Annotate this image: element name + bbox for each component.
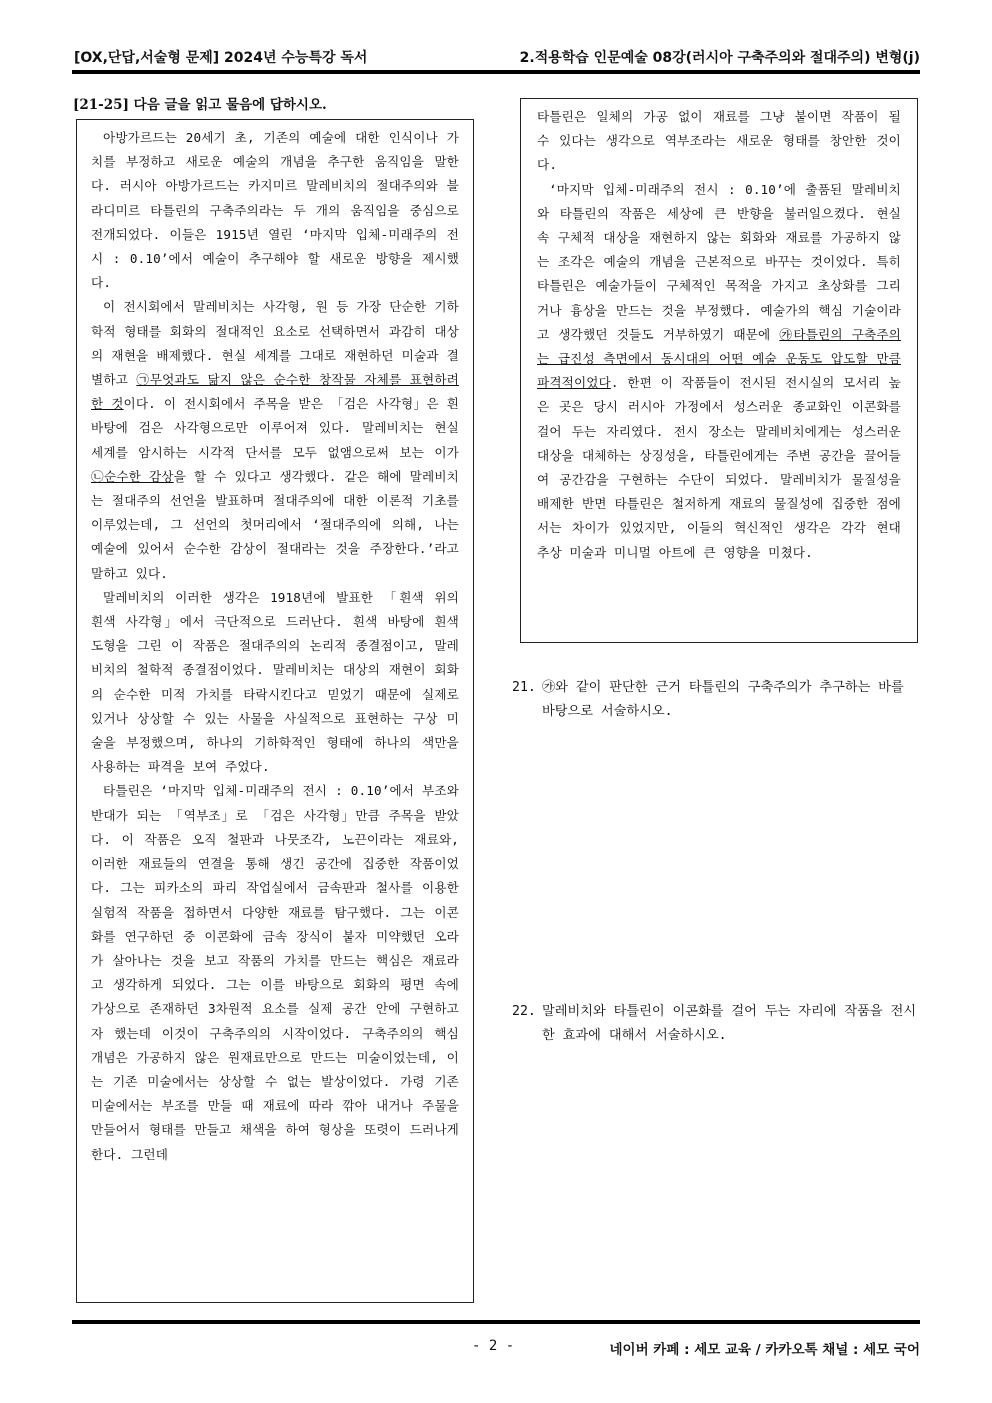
question-number: 21. bbox=[512, 680, 536, 695]
passage-text: ‘마지막 입체-미래주의 전시 : 0.10’에 출품된 말레비치와 타틀린의 작품은 세상에 큰 반향을 불러일으켰다. 현실 속 구체적 대상을 재현하지 않는 회화와 재료를 가공하지 않는 조각은 예술의 개념을 근본적으로 바꾸는 것이었다. 특히 타틀린은 예술가들이 구체적인 목적을 가지고 초상화를 그리거나 흉상을 만드는 것을 부정했다. 예술가의 핵심 기술이라고 생각했던 것들도 거부하였기 때문에 bbox=[537, 181, 901, 342]
question-number: 22. bbox=[512, 1004, 536, 1019]
page-header bbox=[72, 40, 920, 70]
header-divider bbox=[72, 70, 920, 74]
passage-box-right bbox=[520, 98, 918, 643]
passage-text: 이 전시회에서 말레비치는 사각형, 원 등 가장 단순한 기하학적 형태를 회화의 절대적인 요소로 선택하면서 과감히 대상의 재현을 배제했다. 현실 세계를 그대로 재현하던 미술과 결별하고 bbox=[91, 299, 459, 388]
passage-text: 을 할 수 있다고 생각했다. 같은 해에 말레비치는 절대주의 선언을 발표하며 절대주의에 대한 이론적 기초를 이루었는데, 그 선언의 첫머리에서 ‘절대주의에 의해, 나는 예술에 있어서 순수한 감상이 절대라는 것을 주장한다.’라고 말하고 있다. bbox=[91, 468, 459, 581]
header-left-title: [OX,단답,서술형 문제] 2024년 수능특강 독서 bbox=[74, 50, 368, 66]
question-22 bbox=[512, 1000, 922, 1048]
question-21 bbox=[512, 676, 922, 724]
passage-text: . 한편 이 작품들이 전시된 전시실의 모서리 높은 곳은 당시 러시아 가정에서 성스러운 종교화인 이콘화를 걸어 두는 자리였다. 전시 장소는 말레비치에게는 성스러운 대상을 대체하는 상징성을, 타틀린에게는 주변 공간을 끌어들여 공간감을 구현하는 수단이 되었다. 말레비치가 물질성을 배제한 반면 타틀린은 철저하게 재료의 물질성에 집중한 점에서는 차이가 있었지만, 이들의 혁신적인 생각은 각각 현대 추상 미술과 미니멀 아트에 큰 영향을 미쳤다. bbox=[537, 375, 901, 560]
footer-divider bbox=[72, 1320, 920, 1324]
passage-paragraph: 타틀린은 ‘마지막 입체-미래주의 전시 : 0.10’에서 부조와 반대가 되는 「역부조」로 「검은 사각형」만큼 주목을 받았다. 이 작품은 오직 철판과 나뭇조각, 노끈이라는 재료와, 이러한 재료들의 연결을 통해 생긴 공간에 집중한 작품이었다. 그는 피카소의 파리 작업실에서 금속판과 철사를 이용한 실험적 작품을 접하면서 다양한 재료를 탐구했다. 그는 이콘화를 연구하던 중 이콘화에 금속 장식이 붙자 미약했던 오라가 살아나는 것을 보고 작품의 가치를 만드는 핵심은 재료라고 생각하게 되었다. 그는 이를 바탕으로 회화의 평면 속에 가상으로 존재하던 3차원적 요소를 실제 공간 안에 구현하고자 했는데 이것이 구축주의의 시작이었다. 구축주의의 핵심 개념은 가공하지 않은 원재료만으로 만드는 미술이었는데, 이는 기존 미술에서는 상상할 수 없는 발상이었다. 가령 기존 미술에서는 부조를 만들 때 재료에 따라 깎아 내거나 주물을 만들어서 형태를 만들고 채색을 하여 형상을 또렷이 드러나게 한다. 그런데 bbox=[91, 783, 459, 1162]
passage-paragraph bbox=[91, 295, 459, 585]
question-text: 말레비치와 타틀린이 이콘화를 걸어 두는 자리에 작품을 전시한 효과에 대해서 서술하시오. bbox=[542, 1004, 917, 1043]
passage-box-left bbox=[76, 119, 474, 1303]
page-number: - 2 - bbox=[472, 1338, 515, 1354]
passage-text: 이다. 이 전시회에서 주목을 받은 「검은 사각형」은 흰 바탕에 검은 사각형으로만 이루어져 있다. 말레비치는 현실 세계를 암시하는 시각적 단서를 모두 없앰으로써 보는 이가 bbox=[91, 396, 459, 460]
underlined-phrase-ga: ㉮타틀린의 구축주의는 급진성 측면에서 동시대의 어떤 예술 운동도 압도할 만큼 파격적이었다 bbox=[537, 326, 901, 391]
question-text: ㉮와 같이 판단한 근거 타틀린의 구축주의가 추구하는 바를 바탕으로 서술하시오. bbox=[542, 680, 904, 719]
header-right-title: 2.적용학습 인문예술 08강(러시아 구축주의와 절대주의) 변형(j) bbox=[519, 50, 920, 66]
footer-brand: 네이버 카페 : 세모 교육 / 카카오톡 채널 : 세모 국어 bbox=[609, 1342, 920, 1358]
section-title: [21-25] 다음 글을 읽고 물음에 답하시오. bbox=[73, 97, 327, 113]
underlined-phrase-a: ㉠무엇과도 닮지 않은 순수한 창작물 자체를 표현하려 한 것 bbox=[91, 372, 459, 412]
page-footer bbox=[72, 1334, 920, 1360]
underlined-phrase-b: ㉡순수한 감상 bbox=[91, 468, 174, 484]
passage-paragraph: 아방가르드는 20세기 초, 기존의 예술에 대한 인식이나 가치를 부정하고 새로운 예술의 개념을 추구한 움직임을 말한다. 러시아 아방가르드는 카지미르 말레비치의 절대주의와 블라디미르 타틀린의 구축주의라는 두 개의 움직임을 중심으로 전개되었다. 이들은 1915년 열린 ‘마지막 입체-미래주의 전시 : 0.10’에서 예술이 추구해야 할 새로운 방향을 제시했다. bbox=[91, 130, 459, 291]
passage-paragraph: 말레비치의 이러한 생각은 1918년에 발표한 「흰색 위의 흰색 사각형」에서 극단적으로 드러난다. 흰색 바탕에 흰색 도형을 그린 이 작품은 절대주의의 논리적 종결점이고, 말레비치의 철학적 종결점이었다. 말레비치는 대상의 재현이 회화의 순수한 미적 가치를 타락시킨다고 믿었기 때문에 실제로 있거나 상상할 수 있는 사물을 사실적으로 표현하는 구상 미술을 부정했으며, 하나의 기하학적인 형태에 하나의 색만을 사용하는 파격을 보여 주었다. bbox=[91, 589, 459, 775]
passage-paragraph bbox=[537, 178, 901, 565]
passage-paragraph: 타틀린은 일체의 가공 없이 재료를 그냥 붙이면 작품이 될 수 있다는 생각으로 역부조라는 새로운 형태를 창안한 것이다. bbox=[537, 109, 901, 173]
